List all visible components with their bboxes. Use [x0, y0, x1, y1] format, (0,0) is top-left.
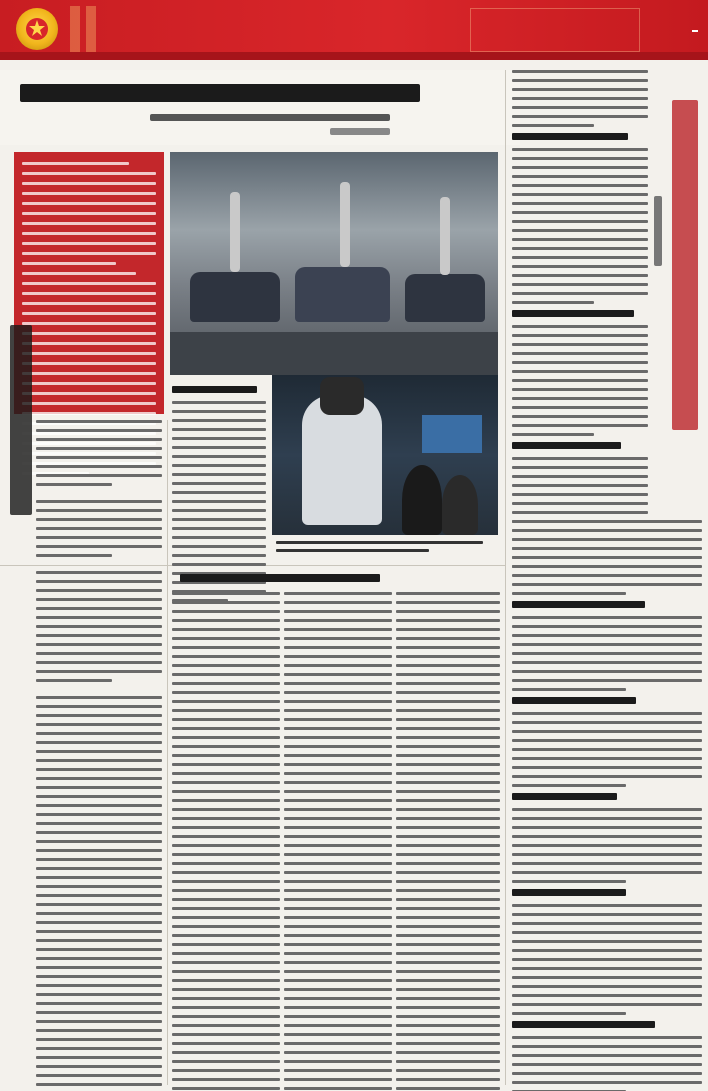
car-shape — [295, 267, 390, 322]
bottom-column-2 — [284, 592, 392, 1091]
banner-decoration — [470, 8, 640, 52]
column-rule — [505, 70, 506, 1085]
left-column-body — [36, 420, 162, 1091]
right-column-body — [512, 70, 648, 574]
right-vertical-byline — [654, 196, 662, 266]
subsection-heading — [512, 442, 621, 449]
subheadline-placeholder — [150, 114, 390, 121]
national-emblem-icon — [16, 8, 58, 50]
factory-floor — [170, 332, 498, 375]
section-tag — [692, 30, 698, 32]
right-vertical-title — [672, 100, 698, 430]
lead-note-box — [14, 152, 164, 414]
bottom-column-3 — [396, 592, 500, 1091]
robot-photo-caption — [272, 538, 498, 560]
robot-arm-shape — [230, 192, 240, 272]
subsection-heading — [512, 601, 645, 608]
bottom-column-1 — [172, 592, 280, 1091]
subsection-heading — [512, 697, 636, 704]
person-shape — [402, 465, 442, 535]
subsection-heading — [512, 1021, 655, 1028]
subsection-heading — [512, 133, 628, 140]
headline-block — [0, 70, 520, 145]
robot-photo — [272, 375, 498, 535]
section-heading — [180, 574, 380, 582]
byline-placeholder — [330, 128, 390, 135]
subsection-heading — [512, 310, 634, 317]
robot-arm-shape — [440, 197, 450, 275]
column-rule — [167, 420, 168, 1085]
robot-head-shape — [320, 377, 364, 415]
subsection-heading — [512, 889, 626, 896]
person-shape — [442, 475, 478, 535]
car-shape — [405, 274, 485, 322]
left-vertical-title — [10, 325, 32, 515]
right-lower-body — [512, 520, 702, 1091]
monitor-shape — [422, 415, 482, 453]
banner-decoration — [70, 6, 80, 52]
page-number-box — [642, 4, 700, 54]
factory-photo — [170, 152, 498, 375]
headline-placeholder — [20, 84, 420, 102]
banner-stripe — [0, 52, 708, 60]
car-shape — [190, 272, 280, 322]
masthead-banner — [0, 0, 708, 60]
banner-decoration — [86, 6, 96, 52]
robot-arm-shape — [340, 182, 350, 267]
subsection-heading — [512, 793, 617, 800]
